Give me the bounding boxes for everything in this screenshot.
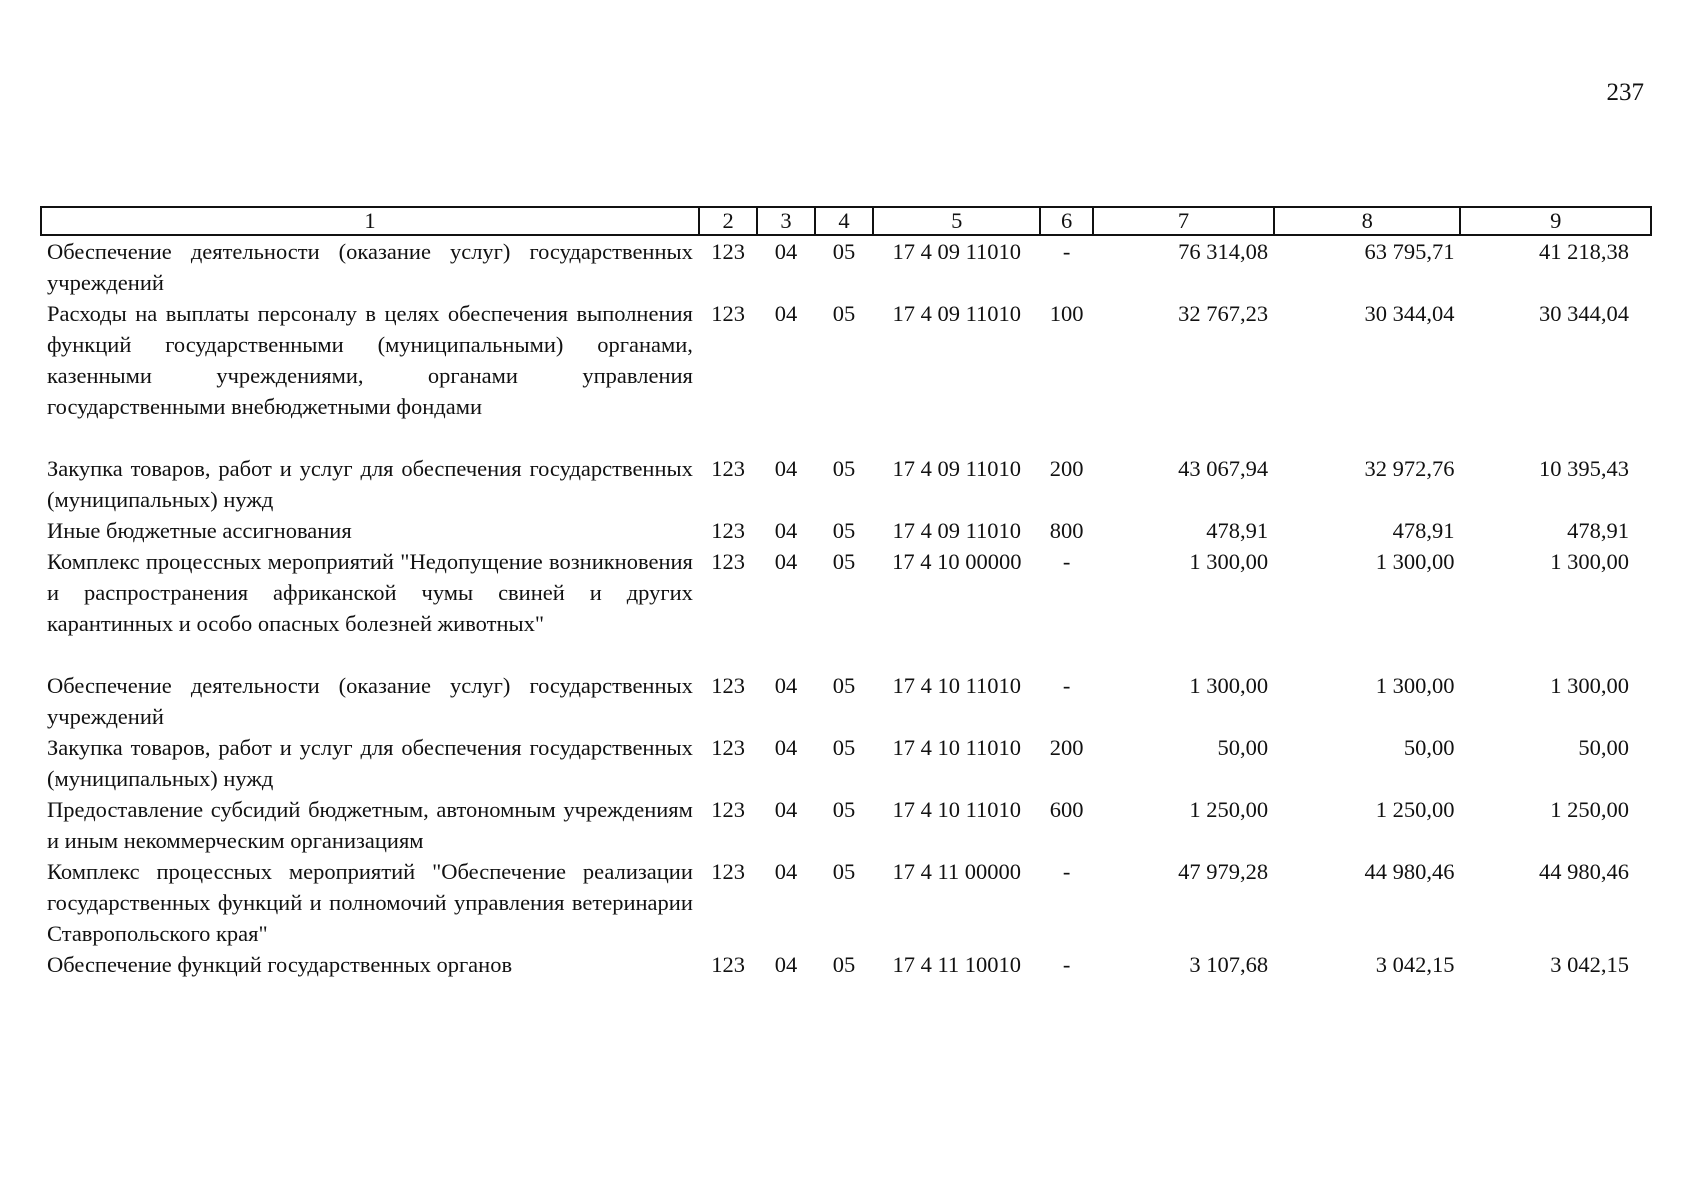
column-header-4: 4 <box>815 207 873 235</box>
cell-col7: 76 314,08 <box>1178 239 1269 264</box>
cell-col3: 04 <box>774 952 798 977</box>
table-row <box>41 546 1651 670</box>
cell-col4: 05 <box>832 797 856 822</box>
cell-col5: 17 4 09 11010 <box>892 239 1022 264</box>
table-row <box>41 298 1651 453</box>
cell-col4: 05 <box>832 735 856 760</box>
cell-col7: 32 767,23 <box>1178 301 1269 326</box>
cell-col8: 3 042,15 <box>1375 952 1455 977</box>
cell-col3: 04 <box>774 673 798 698</box>
cell-col7: 43 067,94 <box>1178 456 1269 481</box>
cell-col4: 05 <box>832 518 856 543</box>
header-row <box>41 207 1651 235</box>
cell-col4: 05 <box>832 239 856 264</box>
cell-col8: 1 300,00 <box>1375 673 1455 698</box>
cell-col6: 800 <box>1049 518 1084 543</box>
row-name: Комплекс процессных мероприятий "Недопущение возникновения и распространения африканской чумы свиней и других карантинных и особо опасных болезней животных" <box>47 549 693 636</box>
table-row <box>41 732 1651 794</box>
cell-col2: 123 <box>711 859 745 884</box>
cell-col5: 17 4 10 11010 <box>892 673 1022 698</box>
cell-col2: 123 <box>711 301 745 326</box>
cell-col3: 04 <box>774 456 798 481</box>
cell-col8: 44 980,46 <box>1364 859 1455 884</box>
cell-col6: 200 <box>1049 735 1084 760</box>
cell-col6: 100 <box>1049 301 1084 326</box>
cell-col6: - <box>1062 239 1071 264</box>
cell-col3: 04 <box>774 239 798 264</box>
cell-col9: 10 395,43 <box>1539 456 1629 481</box>
cell-col2: 123 <box>711 797 745 822</box>
table-row <box>41 949 1651 980</box>
cell-col9: 50,00 <box>1578 735 1629 760</box>
cell-col6: - <box>1062 673 1071 698</box>
table-row <box>41 453 1651 515</box>
cell-col7: 3 107,68 <box>1189 952 1269 977</box>
table-row <box>41 235 1651 298</box>
cell-col8: 50,00 <box>1403 735 1455 760</box>
cell-col5: 17 4 11 00000 <box>892 859 1022 884</box>
cell-col7: 1 300,00 <box>1189 549 1269 574</box>
cell-col2: 123 <box>711 673 745 698</box>
cell-col4: 05 <box>832 549 856 574</box>
row-name: Закупка товаров, работ и услуг для обеспечения государственных (муниципальных) нужд <box>47 735 693 791</box>
row-name: Предоставление субсидий бюджетным, автономным учреждениям и иным некоммерческим организациям <box>47 797 693 853</box>
table-body <box>41 235 1651 980</box>
cell-col2: 123 <box>711 549 745 574</box>
column-header-2: 2 <box>699 207 757 235</box>
cell-col7: 50,00 <box>1217 735 1269 760</box>
cell-col5: 17 4 10 11010 <box>892 797 1022 822</box>
cell-col2: 123 <box>711 239 745 264</box>
table-row <box>41 794 1651 856</box>
row-name: Обеспечение функций государственных органов <box>47 952 513 977</box>
row-name: Обеспечение деятельности (оказание услуг) государственных учреждений <box>47 239 693 295</box>
column-header-8: 8 <box>1274 207 1460 235</box>
cell-col8: 63 795,71 <box>1364 239 1455 264</box>
row-name: Расходы на выплаты персоналу в целях обеспечения выполнения функций государственными (муниципальными) органами, казенными учреждениями, органами управления государственными внебюджетными фондами <box>47 301 693 419</box>
cell-col4: 05 <box>832 673 856 698</box>
cell-col3: 04 <box>774 859 798 884</box>
cell-col2: 123 <box>711 518 745 543</box>
cell-col9: 478,91 <box>1567 518 1629 543</box>
cell-col9: 41 218,38 <box>1539 239 1629 264</box>
cell-col3: 04 <box>774 518 798 543</box>
cell-col6: 600 <box>1049 797 1084 822</box>
table-row <box>41 515 1651 546</box>
cell-col8: 478,91 <box>1392 518 1455 543</box>
table-header <box>41 207 1651 235</box>
cell-col8: 1 300,00 <box>1375 549 1455 574</box>
column-header-5: 5 <box>873 207 1040 235</box>
cell-col4: 05 <box>832 456 856 481</box>
cell-col6: - <box>1062 859 1071 884</box>
cell-col7: 47 979,28 <box>1178 859 1269 884</box>
row-name: Закупка товаров, работ и услуг для обеспечения государственных (муниципальных) нужд <box>47 456 693 512</box>
page-number: 237 <box>1606 79 1644 106</box>
table-row <box>41 856 1651 949</box>
cell-col6: - <box>1062 549 1071 574</box>
column-header-9: 9 <box>1460 207 1651 235</box>
cell-col5: 17 4 09 11010 <box>892 456 1022 481</box>
cell-col3: 04 <box>774 301 798 326</box>
cell-col2: 123 <box>711 456 745 481</box>
column-header-1: 1 <box>41 207 699 235</box>
cell-col8: 30 344,04 <box>1364 301 1455 326</box>
column-header-6: 6 <box>1040 207 1092 235</box>
cell-col8: 32 972,76 <box>1364 456 1455 481</box>
cell-col8: 1 250,00 <box>1375 797 1455 822</box>
cell-col4: 05 <box>832 952 856 977</box>
cell-col5: 17 4 11 10010 <box>892 952 1022 977</box>
cell-col4: 05 <box>832 301 856 326</box>
cell-col5: 17 4 10 11010 <box>892 735 1022 760</box>
row-name: Обеспечение деятельности (оказание услуг) государственных учреждений <box>47 673 693 729</box>
cell-col3: 04 <box>774 735 798 760</box>
table-row <box>41 670 1651 732</box>
cell-col3: 04 <box>774 549 798 574</box>
cell-col5: 17 4 09 11010 <box>892 518 1022 543</box>
cell-col7: 1 250,00 <box>1189 797 1269 822</box>
column-header-3: 3 <box>757 207 814 235</box>
cell-col3: 04 <box>774 797 798 822</box>
cell-col6: 200 <box>1049 456 1084 481</box>
cell-col5: 17 4 09 11010 <box>892 301 1022 326</box>
row-name: Иные бюджетные ассигнования <box>47 518 352 543</box>
cell-col9: 1 250,00 <box>1550 797 1629 822</box>
cell-col6: - <box>1062 952 1071 977</box>
cell-col9: 1 300,00 <box>1550 673 1629 698</box>
column-header-7: 7 <box>1093 207 1274 235</box>
cell-col9: 44 980,46 <box>1539 859 1629 884</box>
row-name: Комплекс процессных мероприятий "Обеспечение реализации государственных функций и полномочий управления ветеринарии Ставропольского края" <box>47 859 693 946</box>
cell-col2: 123 <box>711 735 745 760</box>
cell-col7: 1 300,00 <box>1189 673 1269 698</box>
cell-col5: 17 4 10 00000 <box>892 549 1022 574</box>
cell-col4: 05 <box>832 859 856 884</box>
budget-table <box>40 206 1652 980</box>
cell-col9: 3 042,15 <box>1550 952 1629 977</box>
cell-col7: 478,91 <box>1206 518 1269 543</box>
cell-col9: 1 300,00 <box>1550 549 1629 574</box>
cell-col9: 30 344,04 <box>1539 301 1629 326</box>
cell-col2: 123 <box>711 952 745 977</box>
